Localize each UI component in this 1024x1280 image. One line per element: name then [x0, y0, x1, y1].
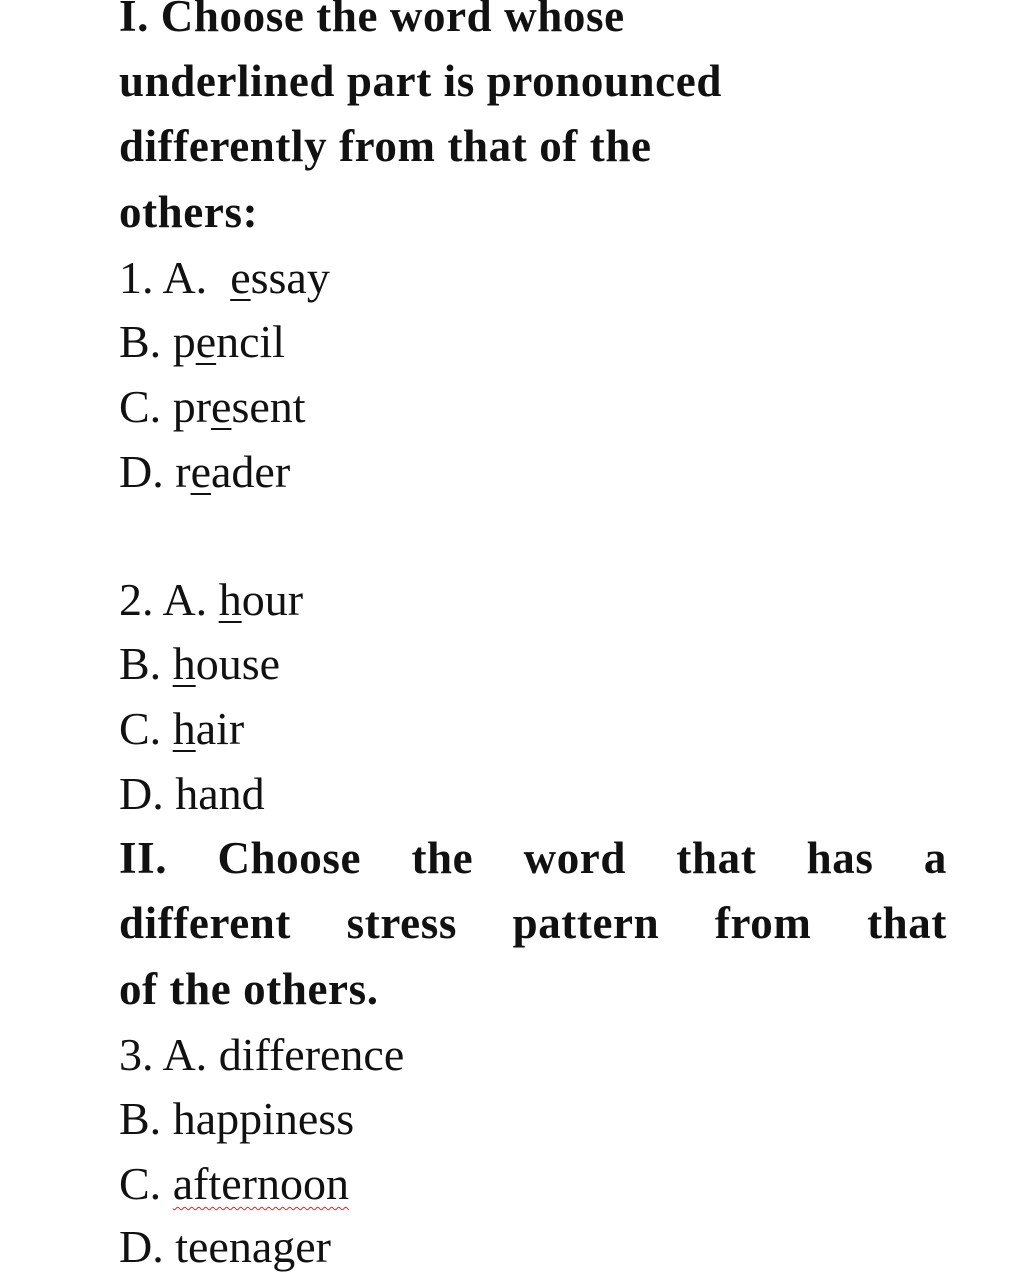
q2-option-c-post: air [195, 703, 245, 754]
q1-option-a-prefix: 1. A. [119, 252, 231, 303]
q3-option-a-prefix: 3. A. [119, 1029, 219, 1080]
q1-option-b-post: ncil [216, 316, 286, 367]
q3-option-c-prefix: C. [119, 1158, 173, 1209]
q1-option-b[interactable] [119, 316, 286, 367]
q3-option-d[interactable] [119, 1221, 332, 1272]
q2-option-a-underlined: h [218, 574, 242, 625]
q2-option-b-prefix: B. [119, 638, 173, 689]
q1-option-a-post: ssay [250, 252, 330, 303]
q1-option-d-underlined: e [190, 446, 211, 497]
q1-option-b-pre: p [172, 316, 196, 367]
q1-option-a[interactable] [119, 252, 330, 303]
section-2-heading-line-2: different stress pattern from that [119, 898, 947, 948]
q2-option-a-post: our [241, 574, 304, 625]
q2-option-a[interactable] [119, 574, 304, 625]
section-2-heading-line-1: II. Choose the word that has a [119, 833, 947, 883]
q1-option-d-prefix: D. [119, 446, 176, 497]
q2-option-b[interactable] [119, 638, 281, 689]
section-2-heading-line-3: of the others. [119, 964, 379, 1014]
q3-option-c-word-spellcheck: afternoon [172, 1158, 349, 1209]
q2-option-d[interactable] [119, 768, 265, 819]
q1-option-c[interactable] [119, 381, 306, 432]
q1-option-c-pre: pr [172, 381, 212, 432]
q3-option-a[interactable] [119, 1029, 405, 1080]
q1-option-b-prefix: B. [119, 316, 173, 367]
q1-option-c-underlined: e [211, 381, 232, 432]
q3-option-d-word: teenager [175, 1221, 332, 1272]
q1-option-d[interactable] [119, 446, 291, 497]
q3-option-a-word: difference [218, 1029, 405, 1080]
q3-option-b[interactable] [119, 1093, 355, 1144]
q1-option-a-underlined: e [230, 252, 251, 303]
q1-option-d-pre: r [175, 446, 191, 497]
q1-option-c-post: sent [231, 381, 306, 432]
q2-option-c[interactable] [119, 703, 245, 754]
section-1-heading-line-2: underlined part is pronounced [119, 56, 722, 106]
q2-option-b-underlined: h [172, 638, 196, 689]
q2-option-c-underlined: h [172, 703, 196, 754]
q3-option-b-word: happiness [172, 1093, 355, 1144]
q2-option-a-prefix: 2. A. [119, 574, 219, 625]
q2-option-d-prefix: D. [119, 768, 176, 819]
section-1-heading-line-3: differently from that of the [119, 121, 652, 171]
q2-option-b-post: ouse [195, 638, 281, 689]
q3-option-b-prefix: B. [119, 1093, 173, 1144]
section-1-heading-line-1: I. Choose the word whose [119, 0, 625, 41]
q1-option-d-post: ader [210, 446, 291, 497]
q3-option-d-prefix: D. [119, 1221, 176, 1272]
q2-option-c-prefix: C. [119, 703, 173, 754]
section-1-heading-line-4: others: [119, 187, 259, 237]
q1-option-c-prefix: C. [119, 381, 173, 432]
q1-option-b-underlined: e [195, 316, 217, 367]
q3-option-c[interactable] [119, 1158, 349, 1209]
q2-option-d-word: hand [175, 768, 265, 819]
